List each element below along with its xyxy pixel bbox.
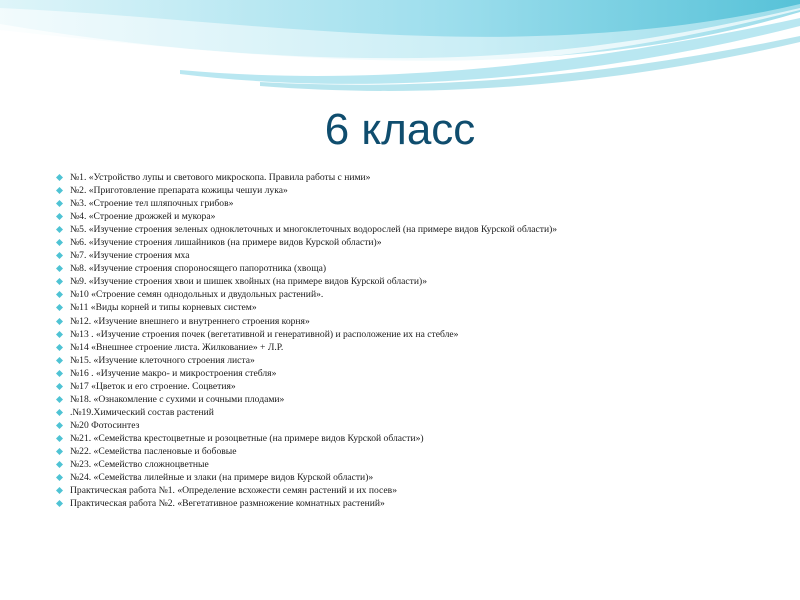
list-item <box>56 288 776 301</box>
list-item-text: Практическая работа №2. «Вегетативное размножение комнатных растений» <box>70 498 385 510</box>
bullet-icon <box>56 265 63 272</box>
list-item-text: №3. «Строение тел шляпочных грибов» <box>70 198 234 210</box>
list-item <box>56 484 776 497</box>
list-item-text: №16 . «Изучение макро- и микростроения стебля» <box>70 367 277 379</box>
list-item-text: №21. «Семейства крестоцветные и розоцветные (на примере видов Курской области») <box>70 432 424 444</box>
bullet-icon <box>56 331 63 338</box>
bullet-icon <box>56 252 63 259</box>
bullet-icon <box>56 318 63 325</box>
list-item-text: №24. «Семейства лилейные и злаки (на примере видов Курской области)» <box>70 472 374 484</box>
list-item <box>56 393 776 406</box>
list-item-text: №6. «Изучение строения лишайников (на примере видов Курской области)» <box>70 237 382 249</box>
list-item-text: №10 «Строение семян однодольных и двудольных растений». <box>70 289 324 301</box>
list-item <box>56 458 776 471</box>
list-item <box>56 432 776 445</box>
bullet-icon <box>56 409 63 416</box>
bullet-icon <box>56 239 63 246</box>
bullet-icon <box>56 200 63 207</box>
list-item <box>56 497 776 510</box>
list-item-text: №18. «Ознакомление с сухими и сочными плодами» <box>70 393 285 405</box>
list-item <box>56 354 776 367</box>
list-item-text: №12. «Изучение внешнего и внутреннего строения корня» <box>70 315 310 327</box>
list-item <box>56 406 776 419</box>
bullet-icon <box>56 304 63 311</box>
list-item <box>56 171 776 184</box>
decorative-waves <box>0 0 800 110</box>
bullet-icon <box>56 187 63 194</box>
list-item <box>56 236 776 249</box>
list-item-text: №15. «Изучение клеточного строения листа» <box>70 354 255 366</box>
slide-title: 6 класс <box>324 105 476 154</box>
list-item-text: №22. «Семейства пасленовые и бобовые <box>70 445 237 457</box>
list-item-text: №1. «Устройство лупы и светового микроскопа. Правила работы с ними» <box>70 172 371 183</box>
bullet-icon <box>56 383 63 390</box>
bullet-icon <box>56 370 63 377</box>
list-item <box>56 262 776 275</box>
bullet-icon <box>56 500 63 507</box>
bullet-icon <box>56 435 63 442</box>
bullet-icon <box>56 474 63 481</box>
list-item-text: №2. «Приготовление препарата кожицы чешуи лука» <box>70 185 288 197</box>
list-item-text: №9. «Изучение строения хвои и шишек хвойных (на примере видов Курской области)» <box>70 276 427 288</box>
list-item <box>56 367 776 380</box>
list-item <box>56 223 776 236</box>
list-item-text: №17 «Цветок и его строение. Соцветия» <box>70 380 236 392</box>
list-item-text: Практическая работа №1. «Определение всхожести семян растений и их посев» <box>70 485 398 497</box>
bullet-icon <box>56 213 63 220</box>
list-item <box>56 210 776 223</box>
list-item <box>56 249 776 262</box>
bullet-icon <box>56 357 63 364</box>
bullet-icon <box>56 448 63 455</box>
list-item-text: №20 Фотосинтез <box>70 419 140 431</box>
list-item <box>56 197 776 210</box>
list-item-text: №23. «Семейство сложноцветные <box>70 459 209 471</box>
bullet-icon <box>56 461 63 468</box>
list-item-text: №4. «Строение дрожжей и мукора» <box>70 211 216 223</box>
list-item <box>56 328 776 341</box>
list-item-text: №5. «Изучение строения зеленых одноклеточных и многоклеточных водорослей (на примере видов Курской области)» <box>70 224 558 236</box>
bullet-icon <box>56 226 63 233</box>
list-item <box>56 301 776 314</box>
list-item-text: .№19.Химический состав растений <box>70 406 214 418</box>
list-item <box>56 315 776 328</box>
list-item-text: №13 . «Изучение строения почек (вегетативной и генеративной) и расположение их на стебле» <box>70 328 459 340</box>
list-item-text: №7. «Изучение строения мха <box>70 250 190 262</box>
list-item <box>56 184 776 197</box>
list-item <box>56 419 776 432</box>
bullet-icon <box>56 487 63 494</box>
list-item <box>56 380 776 393</box>
list-item <box>56 275 776 288</box>
bullet-icon <box>56 291 63 298</box>
bullet-icon <box>56 174 63 181</box>
bullet-icon <box>56 344 63 351</box>
list-item <box>56 445 776 458</box>
list-item <box>56 341 776 354</box>
bullet-icon <box>56 278 63 285</box>
list-item-text: №11 «Виды корней и типы корневых систем» <box>70 302 257 314</box>
list-item-text: №14 «Внешнее строение листа. Жилкование» + Л.Р. <box>70 341 284 353</box>
list-item <box>56 471 776 484</box>
list-item-text: №8. «Изучение строения спороносящего папоротника (хвоща) <box>70 263 327 275</box>
lab-works-list <box>56 171 776 510</box>
bullet-icon <box>56 422 63 429</box>
bullet-icon <box>56 396 63 403</box>
